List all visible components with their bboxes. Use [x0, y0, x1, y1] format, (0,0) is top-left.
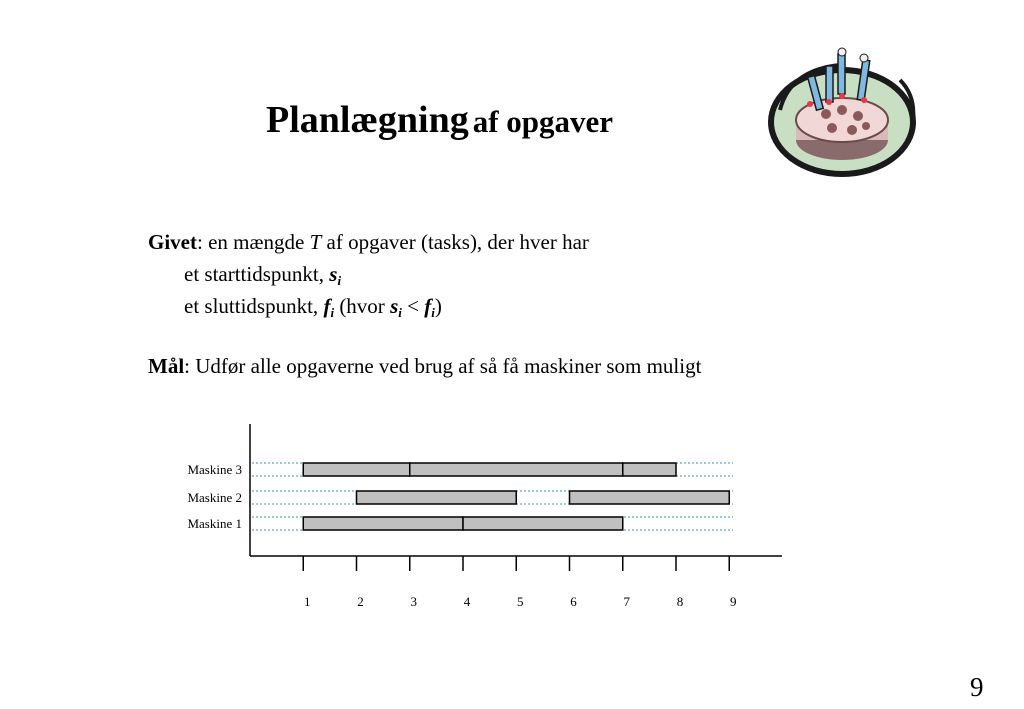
slut-text: et sluttidspunkt,: [184, 294, 324, 318]
machine-label: Maskine 2: [187, 490, 242, 505]
task-bar: [357, 491, 517, 504]
x-tick-label: 1: [304, 594, 311, 609]
task-bar: [410, 463, 623, 476]
machine-label: Maskine 3: [187, 462, 242, 477]
givet-text-b: af opgaver (tasks), der hver har: [321, 230, 589, 254]
maal-label: Mål: [148, 354, 185, 378]
task-bar: [623, 463, 676, 476]
maal-text: : Udfør alle opgaverne ved brug af så få maskiner som muligt: [184, 354, 702, 378]
start-text: et starttidspunkt,: [184, 262, 330, 286]
x-tick-label: 5: [517, 594, 524, 609]
page-number: 9: [970, 672, 984, 702]
x-tick-label: 7: [623, 594, 630, 609]
givet-T: T: [309, 230, 322, 254]
i-sub: i: [431, 305, 435, 320]
machine-label: Maskine 1: [187, 516, 242, 531]
s-var: s: [390, 294, 399, 318]
title-main: Planlægning: [266, 99, 469, 141]
x-tick-label: 2: [357, 594, 364, 609]
s-var: s: [329, 262, 338, 286]
f-var: f: [323, 294, 331, 318]
x-tick-label: 9: [730, 594, 737, 609]
i-sub: i: [330, 305, 335, 320]
hvor-open: (hvor: [334, 294, 391, 318]
i-sub: i: [398, 305, 402, 320]
x-tick-label: 3: [410, 594, 417, 609]
givet-label: Givet: [148, 230, 197, 254]
task-bar: [570, 491, 730, 504]
x-tick-label: 6: [570, 594, 577, 609]
x-tick-label: 8: [676, 594, 684, 609]
x-tick-label: 4: [463, 594, 471, 609]
close-paren: ): [434, 294, 442, 318]
i-sub: i: [337, 273, 342, 288]
givet-text-a: : en mængde: [196, 230, 310, 254]
task-bar: [303, 463, 410, 476]
f-var: f: [424, 294, 432, 318]
title-rest: af opgaver: [472, 104, 614, 139]
task-bar: [303, 517, 463, 530]
lt-sign: <: [401, 294, 425, 318]
task-bar: [463, 517, 623, 530]
